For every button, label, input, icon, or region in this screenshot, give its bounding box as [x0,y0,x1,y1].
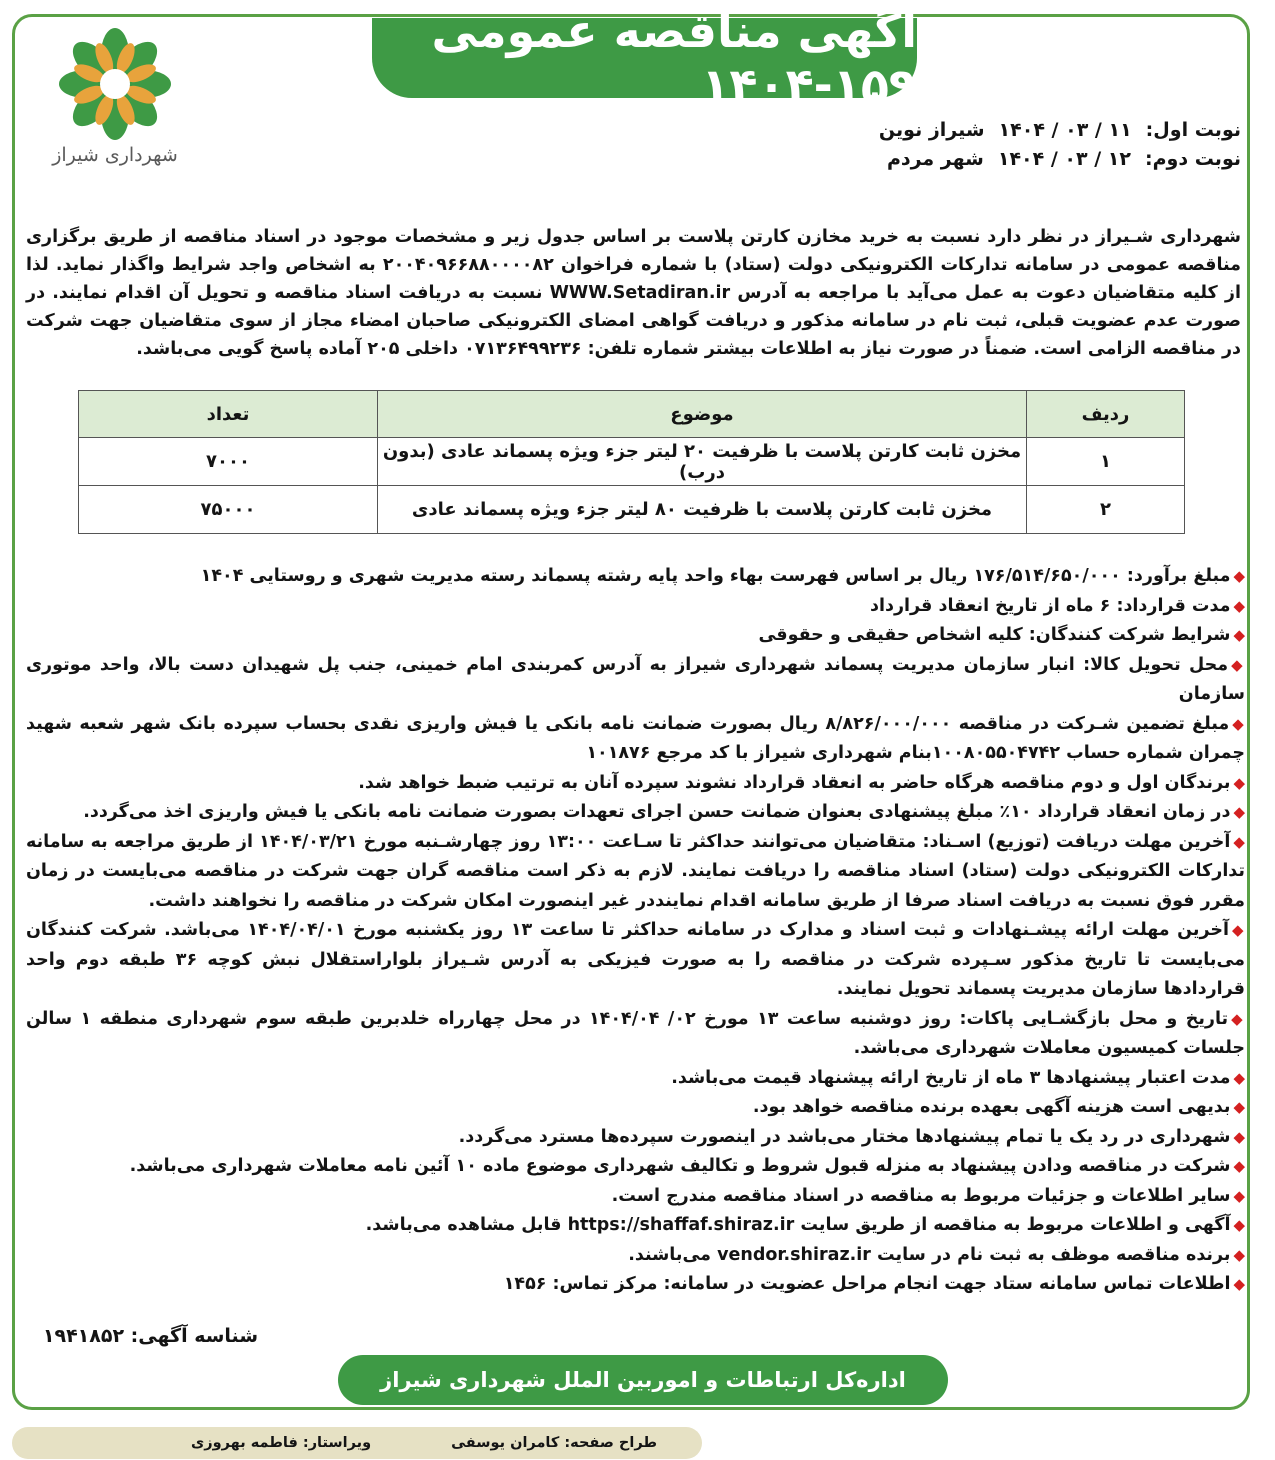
condition-item [26,562,1245,592]
condition-item [26,1093,1245,1123]
diamond-bullet-icon: ◆ [1231,655,1245,674]
condition-text: برنده مناقصه موظف به ثبت نام در سایت vendor.shiraz.ir می‌باشند. [628,1244,1231,1265]
row-quantity: ۷۰۰۰ [79,438,378,486]
diamond-bullet-icon: ◆ [1233,773,1245,792]
diamond-bullet-icon: ◆ [1233,596,1245,615]
round-label: نوبت اول: [1145,119,1241,141]
diamond-bullet-icon: ◆ [1233,1245,1245,1264]
diamond-bullet-icon: ◆ [1233,567,1245,585]
table-row [79,486,1185,534]
header-subject: موضوع [378,391,1027,438]
condition-text: آگهی و اطلاعات مربوط به مناقصه از طریق سایت https://shaffaf.shiraz.ir قابل مشاهده می‌باشد. [365,1215,1231,1235]
diamond-bullet-icon: ◆ [1233,803,1245,821]
diamond-bullet-icon: ◆ [1233,1068,1245,1087]
round-first [865,116,1241,145]
shiraz-municipality-logo [45,26,185,186]
intro-paragraph: شهرداری شـیراز در نظر دارد نسبت به خرید مخازن کارتن پلاست بر اساس جدول زیر و مشخصات موجود در اسناد مناقصه از طریق برگزاری مناقصه عمومی در سامانه تدارکات الکترونیکی دولت (ستاد) با شماره فراخوان ۲۰۰۴۰۹۶۶۸۸۰۰۰۰۸۲ به اشخاص واجد شرایط واگذار نماید. لذا از کلیه متقاضیان دعوت به عمل می‌آید با مراجعه به آدرس WWW.Setadiran.ir نسبت به دریافت اسناد مناقصه و تحویل آن اقدام نمایند. در صورت عدم عضویت قبلی، ثبت نام در سامانه مذکور و دریافت گواهی امضای الکترونیکی صاحبان امضاء مجاز از سوی متقاضیان جهت شرکت در مناقصه الزامی است. ضمناً در صورت نیاز به اطلاعات بیشتر شماره تلفن: ۰۷۱۳۶۴۹۹۲۳۶ داخلی ۲۰۵ آماده پاسخ گویی می‌باشد. [26,226,1241,359]
condition-item [26,1182,1245,1212]
condition-item [26,769,1245,799]
header-quantity: تعداد [79,391,378,438]
row-number: ۲ [1027,486,1185,534]
round-paper: شهر مردم [886,148,984,170]
flower-logo-icon [45,26,185,146]
items-table [78,390,1185,534]
round-paper: شیراز نوین [878,119,985,141]
condition-text: برندگان اول و دوم مناقصه هرگاه حاضر به انعقاد قرارداد نشوند سپرده آنان به ترتیب ضبط خواهد شد. [358,772,1231,793]
editor-credit: ویراستار: فاطمه بهروزی [191,1435,372,1451]
diamond-bullet-icon: ◆ [1233,832,1245,851]
condition-item [26,1064,1245,1094]
condition-text: سایر اطلاعات و جزئیات مربوط به مناقصه در اسناد مناقصه مندرج است. [611,1185,1231,1206]
publication-rounds [865,116,1241,174]
row-subject: مخزن ثابت کارتن پلاست با ظرفیت ۸۰ لیتر جزء ویژه پسماند عادی [378,486,1027,534]
condition-item [26,828,1245,917]
condition-text: اطلاعات تماس سامانه ستاد جهت انجام مراحل عضویت در سامانه: مرکز تماس: ۱۴۵۶ [503,1274,1231,1294]
condition-item [26,621,1245,651]
condition-item [26,1270,1245,1300]
condition-text: شرایط شرکت کنندگان: کلیه اشخاص حقیقی و حقوقی [758,625,1231,645]
condition-item [26,1123,1245,1153]
condition-item [26,1211,1245,1241]
condition-text: بدیهی است هزینه آگهی بعهده برنده مناقصه خواهد بود. [752,1097,1231,1117]
diamond-bullet-icon: ◆ [1232,921,1245,939]
designer-credit: طراح صفحه: کامران یوسفی [451,1435,657,1451]
condition-text: مبلغ برآورد: ۱۷۶/۵۱۴/۶۵۰/۰۰۰ ریال بر اساس فهرست بهاء واحد پایه رشته پسماند رسته مدیریت شهری و روستایی ۱۴۰۴ [200,566,1231,586]
diamond-bullet-icon: ◆ [1233,1157,1245,1175]
conditions-list [26,562,1245,1300]
condition-text: شهرداری در رد یک یا تمام پیشنهادها مختار می‌باشد در اینصورت سپرده‌ها مسترد می‌گردد. [458,1126,1231,1147]
row-quantity: ۷۵۰۰۰ [79,486,378,534]
row-number: ۱ [1027,438,1185,486]
round-date: ۱۲ / ۰۳ / ۱۴۰۴ [997,148,1131,170]
condition-item [26,592,1245,622]
round-label: نوبت دوم: [1145,148,1241,170]
table-row [79,438,1185,486]
diamond-bullet-icon: ◆ [1233,1127,1245,1146]
condition-text: در زمان انعقاد قرارداد ۱۰٪ مبلغ پیشنهادی بعنوان ضمانت حسن اجرای تعهدات بصورت ضمانت نامه بانکی یا فیش واریزی اخذ می‌گردد. [83,802,1231,822]
condition-item [26,1152,1245,1182]
diamond-bullet-icon: ◆ [1233,1098,1245,1116]
ad-identifier: شناسه آگهی: ۱۹۴۱۸۵۲ [42,1325,258,1347]
row-subject: مخزن ثابت کارتن پلاست با ظرفیت ۲۰ لیتر جزء ویژه پسماند عادی (بدون درب) [378,438,1027,486]
condition-text: آخرین مهلت دریافت (توزیع) اسـناد: متقاضیان می‌توانند حداکثر تا سـاعت ۱۳:۰۰ روز چهارشـنبه مورخ ۱۴۰۴/۰۳/۲۱ از طریق مراجعه به سامانه تدارکات الکترونیکی دولت (ستاد) اسناد مناقصه را دریافت نمایند. لازم به ذکر است مناقصه گران جهت شرکت در مناقصه می‌بایست در زمان مقرر فوق نسبت به دریافت اسناد صرفا از طریق سامانه اقدام نماینددر غیر اینصورت امکان شرکت در مناقصه را نخواهند داشت. [26,831,1245,911]
table-header-row [79,391,1185,438]
condition-item [26,1241,1245,1271]
department-name: اداره‌کل ارتباطات و امور‌بین الملل شهرداری شیراز [380,1368,906,1392]
condition-item [26,710,1245,769]
condition-text: مدت اعتبار پیشنهادها ۳ ماه از تاریخ ارائه پیشنهاد قیمت می‌باشد. [671,1067,1231,1088]
diamond-bullet-icon: ◆ [1231,1009,1245,1028]
condition-text: آخرین مهلت ارائه پیشـنهادات و ثبت اسناد و مدارک در سامانه حداکثر تا ساعت ۱۳ روز یکشنبه مورخ ۱۴۰۴/۰۴/۰۱ می‌باشد. شرکت کنندگان می‌بایست تا تاریخ مذکور سـپرده شرکت در مناقصه را به صورت فیزیکی به آدرس شـیراز بلواراستقلال نبش کوچه ۳۶ طبقه دوم واحد قراردادها سازمان مدیریت پسماند تحویل نمایند. [26,920,1245,999]
condition-item [26,798,1245,828]
diamond-bullet-icon: ◆ [1233,1216,1245,1234]
condition-item [26,1005,1245,1064]
condition-item [26,916,1245,1005]
diamond-bullet-icon: ◆ [1232,714,1245,733]
credits-bar [12,1427,702,1459]
condition-text: شرکت در مناقصه ودادن پیشنهاد به منزله قبول شروط و تکالیف شهرداری موضوع ماده ۱۰ آئین نامه معاملات شهرداری می‌باشد. [129,1156,1231,1176]
notice-title: آگهی مناقصه عمومی ۱۵۹-۱۴۰۴ [431,4,917,112]
department-banner [338,1355,948,1405]
condition-text: تاریخ و محل بازگشـایی پاکات: روز دوشنبه ساعت ۱۳ مورخ ۰۲/ ۱۴۰۴/۰۴ در محل چهارراه خلدبرین طبقه سوم شهرداری منطقه ۱ سالن جلسات کمیسیون معاملات شهرداری می‌باشد. [26,1008,1245,1058]
logo-caption: شهرداری شیراز [52,144,178,166]
round-second [865,145,1241,174]
header-row-number: ردیف [1027,391,1185,438]
round-date: ۱۱ / ۰۳ / ۱۴۰۴ [998,119,1132,141]
condition-text: مدت قرارداد: ۶ ماه از تاریخ انعقاد قرارداد [870,595,1231,616]
diamond-bullet-icon: ◆ [1233,1275,1245,1293]
diamond-bullet-icon: ◆ [1233,1186,1245,1205]
diamond-bullet-icon: ◆ [1233,626,1245,644]
condition-text: محل تحویل کالا: انبار سازمان مدیریت پسماند شهرداری شیراز به آدرس کمربندی امام خمینی، جنب پل شهیدان دست بالا، واحد موتوری سازمان [26,654,1245,704]
condition-text: مبلغ تضمین شـرکت در مناقصه ۸/۸۲۶/۰۰۰/۰۰۰ ریال بصورت ضمانت نامه بانکی یا فیش واریزی نقدی بحساب سپرده بانک شهر شعبه شهید چمران شماره حساب ۱۰۰۸۰۵۵۰۴۷۴۲بنام شهرداری شیراز با کد مرجع ۱۰۱۸۷۶ [26,713,1245,763]
title-banner [372,4,917,112]
condition-item [26,651,1245,710]
